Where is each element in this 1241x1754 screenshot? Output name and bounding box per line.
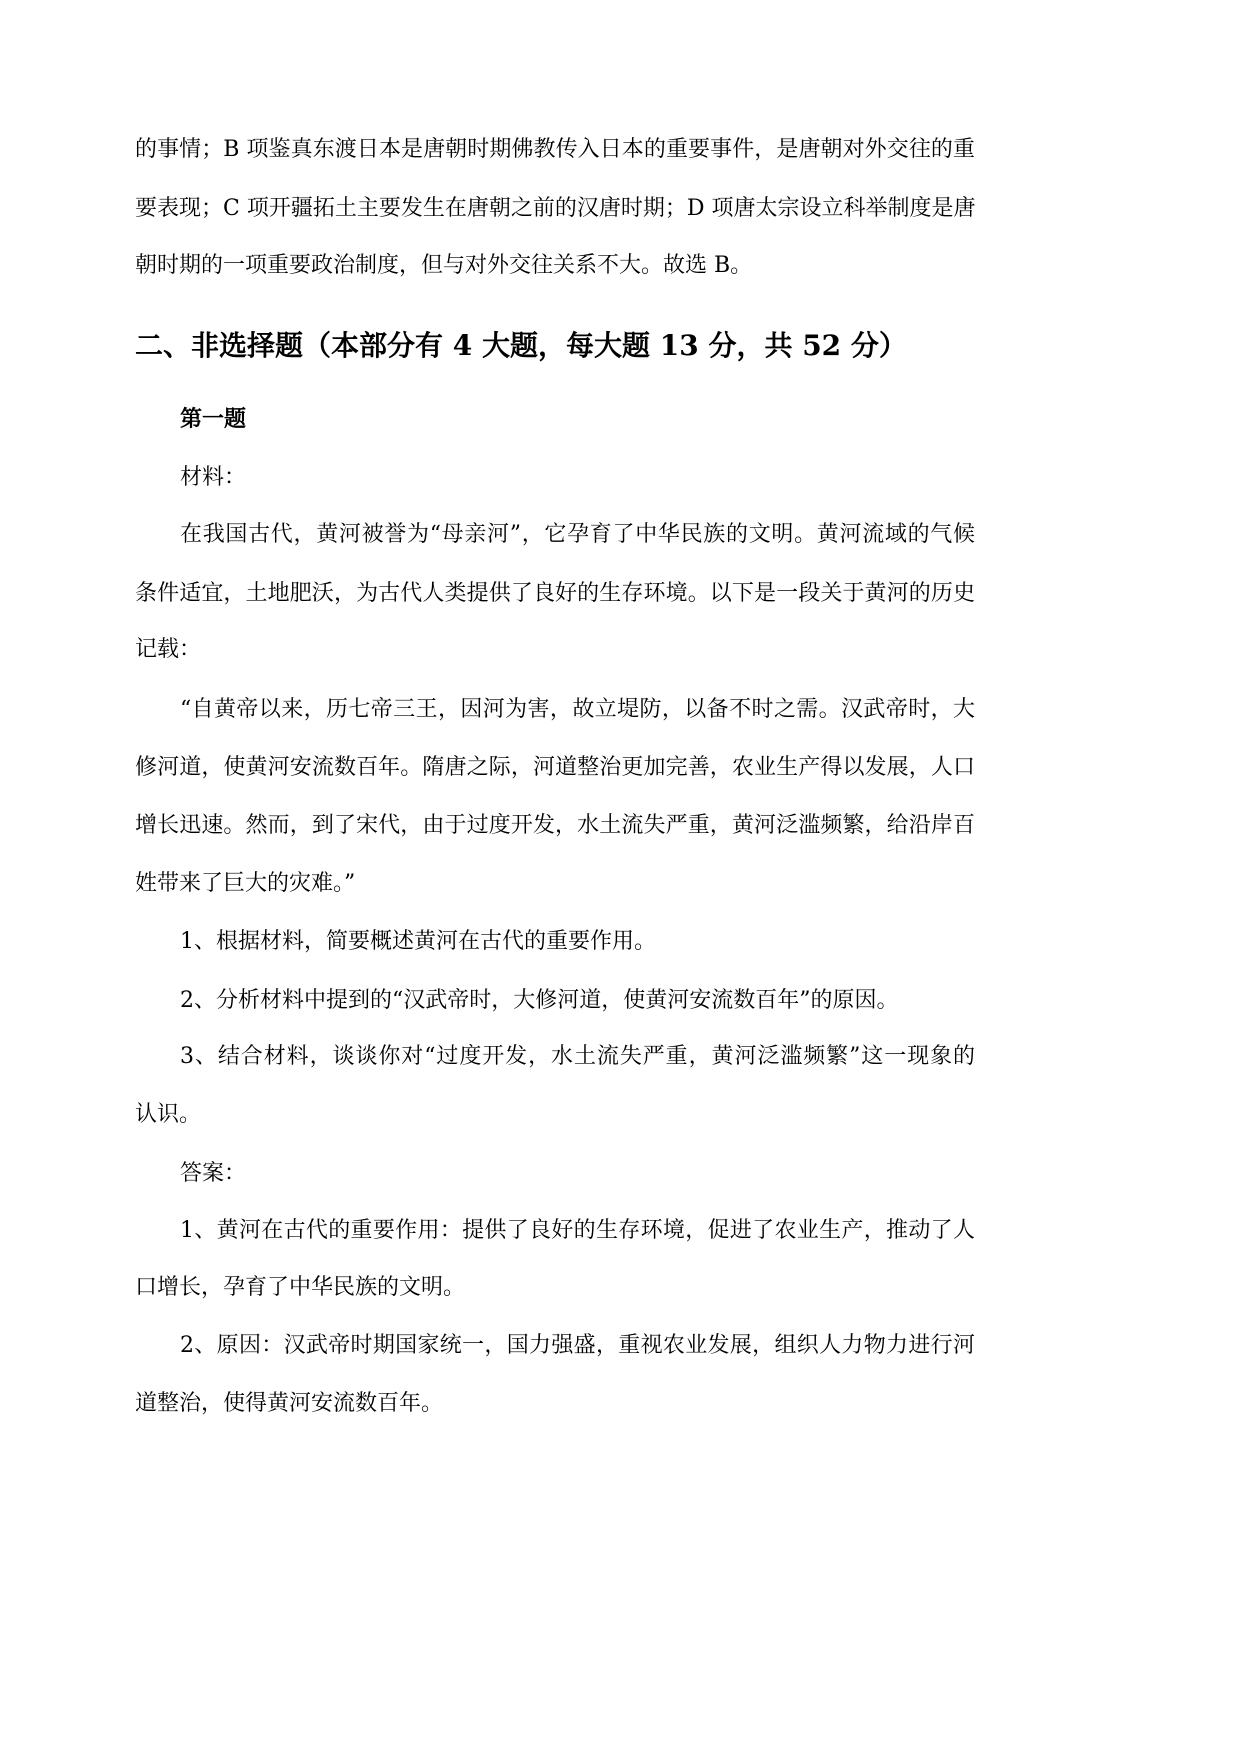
answer-line: 道整治，使得黄河安流数百年。 (135, 1391, 444, 1416)
explanation-line: 朝时期的一项重要政治制度，但与对外交往关系不大。故选 B。 (135, 253, 753, 278)
material-intro-line: 条件适宜，土地肥沃，为古代人类提供了良好的生存环境。以下是一段关于黄河的历史 (135, 581, 975, 606)
material-quote-line: “自黄帝以来，历七帝三王，因河为害，故立堤防，以备不时之需。汉武帝时，大 (180, 697, 975, 722)
material-quote-line: 姓带来了巨大的灾难。” (135, 871, 356, 896)
answer-line: 1、黄河在古代的重要作用：提供了良好的生存环境，促进了农业生产，推动了人 (180, 1218, 975, 1243)
question-prompt-line: 认识。 (135, 1102, 202, 1127)
answer-line: 2、原因：汉武帝时期国家统一，国力强盛，重视农业发展，组织人力物力进行河 (180, 1333, 975, 1358)
explanation-line: 要表现；C 项开疆拓土主要发生在唐朝之前的汉唐时期；D 项唐太宗设立科举制度是唐 (135, 196, 976, 221)
material-intro-line: 在我国古代，黄河被誉为“母亲河”，它孕育了中华民族的文明。黄河流域的气候 (180, 522, 975, 547)
material-quote-line: 增长迅速。然而，到了宋代，由于过度开发，水土流失严重，黄河泛滥频繁，给沿岸百 (135, 813, 975, 838)
material-intro-line: 记载： (135, 637, 202, 662)
answer-label: 答案： (180, 1161, 247, 1186)
question-prompt-line: 1、根据材料，简要概述黄河在古代的重要作用。 (180, 929, 656, 954)
section-heading: 二、非选择题（本部分有 4 大题，每大题 13 分，共 52 分） (135, 329, 907, 362)
material-label: 材料： (180, 465, 247, 490)
question-title: 第一题 (180, 406, 247, 432)
material-quote-line: 修河道，使黄河安流数百年。隋唐之际，河道整治更加完善，农业生产得以发展，人口 (135, 755, 975, 780)
question-prompt-line: 2、分析材料中提到的“汉武帝时，大修河道，使黄河安流数百年”的原因。 (180, 988, 899, 1013)
answer-line: 口增长，孕育了中华民族的文明。 (135, 1275, 466, 1300)
question-prompt-line: 3、结合材料，谈谈你对“过度开发，水土流失严重，黄河泛滥频繁”这一现象的 (180, 1044, 975, 1069)
explanation-line: 的事情；B 项鉴真东渡日本是唐朝时期佛教传入日本的重要事件，是唐朝对外交往的重 (135, 137, 975, 162)
